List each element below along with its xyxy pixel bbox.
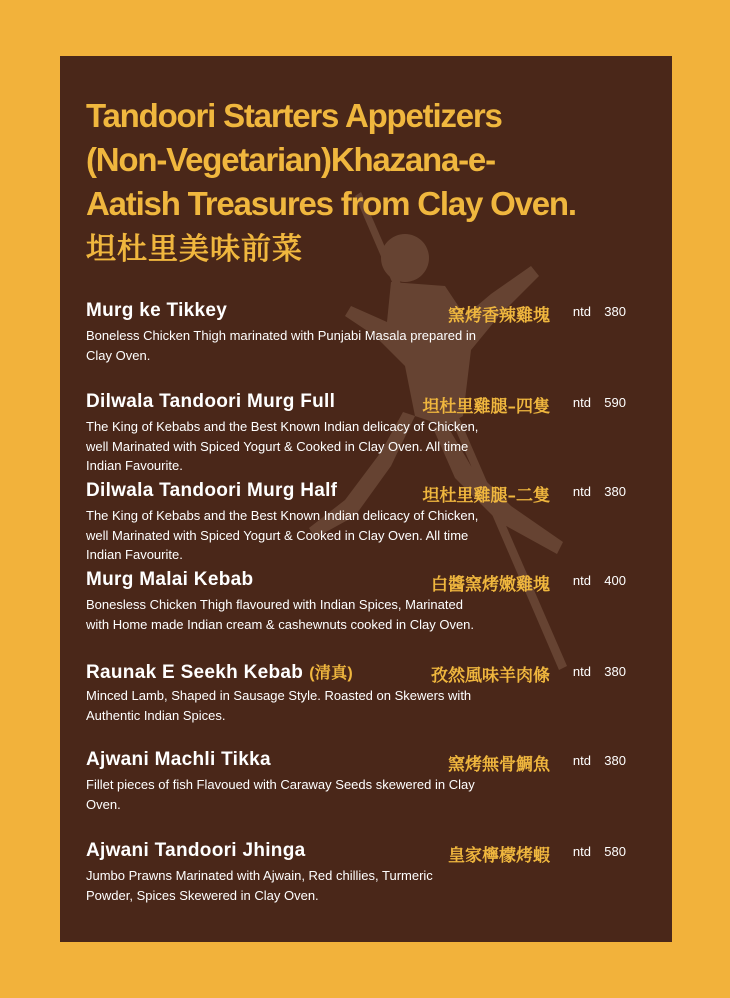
item-currency: ntd: [572, 484, 591, 499]
item-price: 380: [604, 753, 626, 768]
item-name: Murg Malai Kebab: [86, 569, 254, 590]
item-price: 590: [604, 395, 626, 410]
item-chinese-name: 窯烤無骨鯛魚: [448, 755, 550, 775]
item-currency: ntd: [572, 844, 591, 859]
item-name: Murg ke Tikkey: [86, 300, 228, 321]
item-currency: ntd: [572, 395, 591, 410]
item-chinese-name: 皇家檸檬烤蝦: [448, 846, 550, 866]
menu-panel: [60, 56, 672, 942]
menu-item: [86, 660, 646, 725]
item-chinese-name: 白醬窯烤嫩雞塊: [431, 575, 550, 595]
menu-item: [86, 749, 646, 814]
item-chinese-name: 窯烤香辣雞塊: [448, 306, 550, 326]
item-description: Jumbo Prawns Marinated with Ajwain, Red chillies, Turmeric Powder, Spices Skewered in Clay Oven.: [86, 868, 433, 903]
item-price: 580: [604, 844, 626, 859]
item-name: Dilwala Tandoori Murg Full: [86, 391, 336, 412]
item-description: Bonesless Chicken Thigh flavoured with Indian Spices, Marinated with Home made Indian cream & cashewnuts cooked in Clay Oven.: [86, 597, 475, 632]
item-chinese-name: 坦杜里雞腿–二隻: [422, 486, 550, 506]
item-chinese-name: 孜然風味羊肉條: [431, 666, 550, 686]
item-currency: ntd: [572, 753, 591, 768]
item-description: Fillet pieces of fish Flavoued with Caraway Seeds skewered in Clay Oven.: [86, 777, 475, 812]
menu-item: [86, 300, 646, 365]
item-description: Boneless Chicken Thigh marinated with Punjabi Masala prepared in Clay Oven.: [86, 328, 476, 363]
item-description: The King of Kebabs and the Best Known Indian delicacy of Chicken, well Marinated with Spiced Yogurt & Cooked in Clay Oven. All time Indian Favourite.: [86, 508, 479, 562]
item-price: 380: [604, 304, 626, 319]
item-description: Minced Lamb, Shaped in Sausage Style. Roasted on Skewers with Authentic Indian Spices.: [86, 688, 472, 723]
title-line: Tandoori Starters Appetizers: [86, 97, 502, 134]
item-name: Dilwala Tandoori Murg Half: [86, 480, 338, 501]
menu-item: [86, 391, 646, 476]
menu-item: [86, 840, 646, 905]
item-name: Ajwani Tandoori Jhinga: [86, 840, 306, 861]
item-description: The King of Kebabs and the Best Known Indian delicacy of Chicken, well Marinated with Spiced Yogurt & Cooked in Clay Oven. All time Indian Favourite.: [86, 419, 479, 473]
item-price: 380: [604, 664, 626, 679]
menu-title: [86, 94, 656, 272]
title-line-chinese: 坦杜里美味前菜: [86, 233, 303, 266]
title-line: Aatish Treasures from Clay Oven.: [86, 185, 576, 222]
item-price: 400: [604, 573, 626, 588]
menu-item: [86, 569, 646, 634]
item-name: Raunak E Seekh Kebab (清真): [86, 662, 354, 683]
item-price: 380: [604, 484, 626, 499]
item-name: Ajwani Machli Tikka: [86, 749, 271, 770]
item-currency: ntd: [572, 664, 591, 679]
title-line: (Non-Vegetarian)Khazana-e-: [86, 141, 495, 178]
menu-item: [86, 480, 646, 565]
halal-label: (清真): [309, 665, 354, 682]
item-currency: ntd: [572, 304, 591, 319]
item-chinese-name: 坦杜里雞腿–四隻: [422, 397, 550, 417]
item-currency: ntd: [572, 573, 591, 588]
